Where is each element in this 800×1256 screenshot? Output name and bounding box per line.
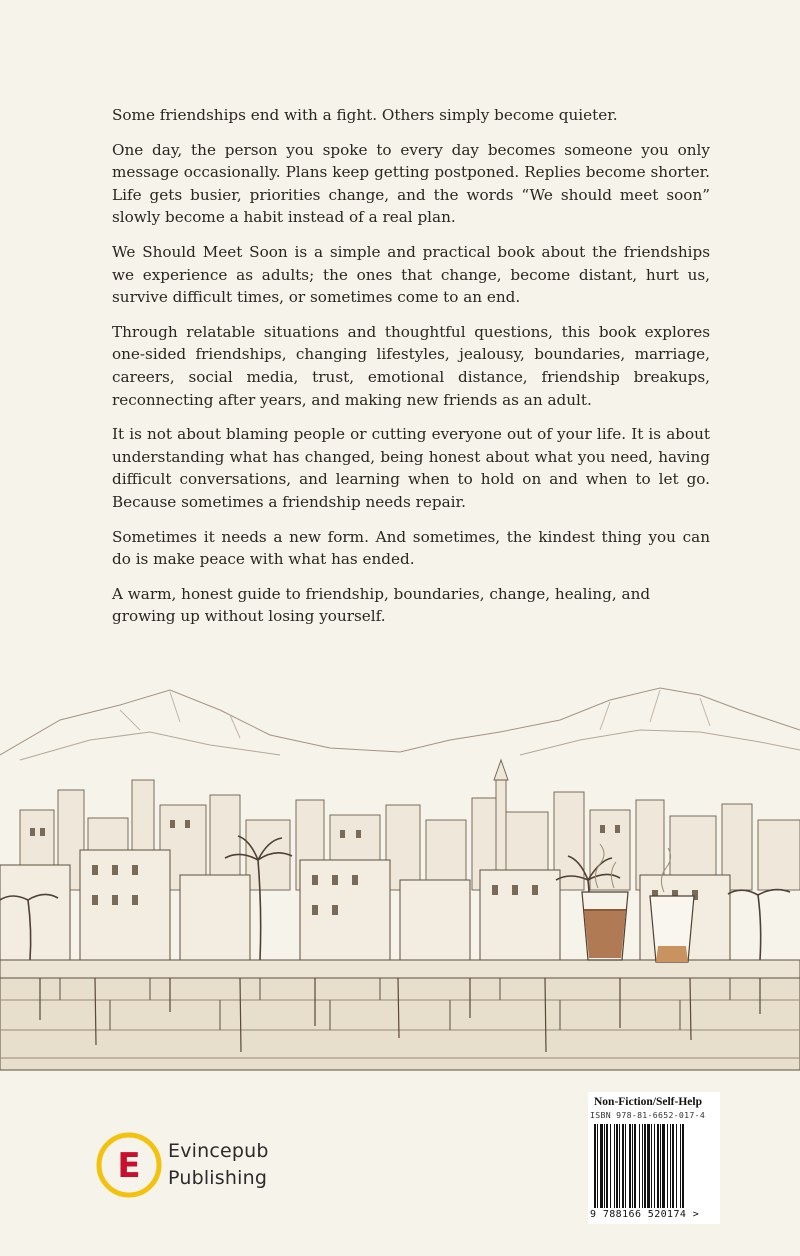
blurb-text xyxy=(112,104,710,640)
barcode-digits: 9 788166 520174 > xyxy=(590,1209,700,1220)
genre-label: Non-Fiction/Self-Help xyxy=(594,1096,702,1108)
blurb-paragraph-2: One day, the person you spoke to every day becomes someone you only message occasionally. Plans keep getting postponed. Replies become shorter. Life gets busier, priorities change, and the words “We should meet soon” slowly become a habit instead of a real plan. xyxy=(112,140,710,227)
publisher-name: Evincepub xyxy=(168,1140,269,1162)
publisher-logo-icon xyxy=(96,1132,162,1198)
publisher-subtitle: Publishing xyxy=(168,1167,268,1189)
blurb-paragraph-7: A warm, honest guide to friendship, boundaries, change, healing, and growing up without losing yourself. xyxy=(112,584,651,626)
blurb-paragraph-1: Some friendships end with a fight. Others simply become quieter. xyxy=(112,106,618,124)
blurb-paragraph-5: It is not about blaming people or cutting everyone out of your life. It is about understanding what has changed, being honest about what you need, having difficult conversations, and learning when to hold on and when to let go. Because sometimes a friendship needs repair. xyxy=(112,425,710,511)
isbn-barcode xyxy=(590,1124,718,1212)
city-sketch-illustration xyxy=(0,660,800,1080)
publisher-logo-letter: E xyxy=(117,1146,141,1186)
blurb-paragraph-6: Sometimes it needs a new form. And sometimes, the kindest thing you can do is make peace with what has ended. xyxy=(112,527,710,569)
isbn-label: ISBN 978-81-6652-017-4 xyxy=(590,1110,706,1120)
blurb-paragraph-3: We Should Meet Soon is a simple and practical book about the friendships we experience as adults; the ones that change, become distant, hurt us, survive difficult times, or sometimes come to an end. xyxy=(112,242,710,307)
blurb-paragraph-4: Through relatable situations and thoughtful questions, this book explores one-sided friendships, changing lifestyles, jealousy, boundaries, marriage, careers, social media, trust, emotional distance, friendship breakups, reconnecting after years, and making new friends as an adult. xyxy=(112,322,710,409)
publisher-logo xyxy=(96,1130,286,1200)
tea-glass-full xyxy=(582,892,628,960)
tea-glass-empty xyxy=(650,896,694,962)
